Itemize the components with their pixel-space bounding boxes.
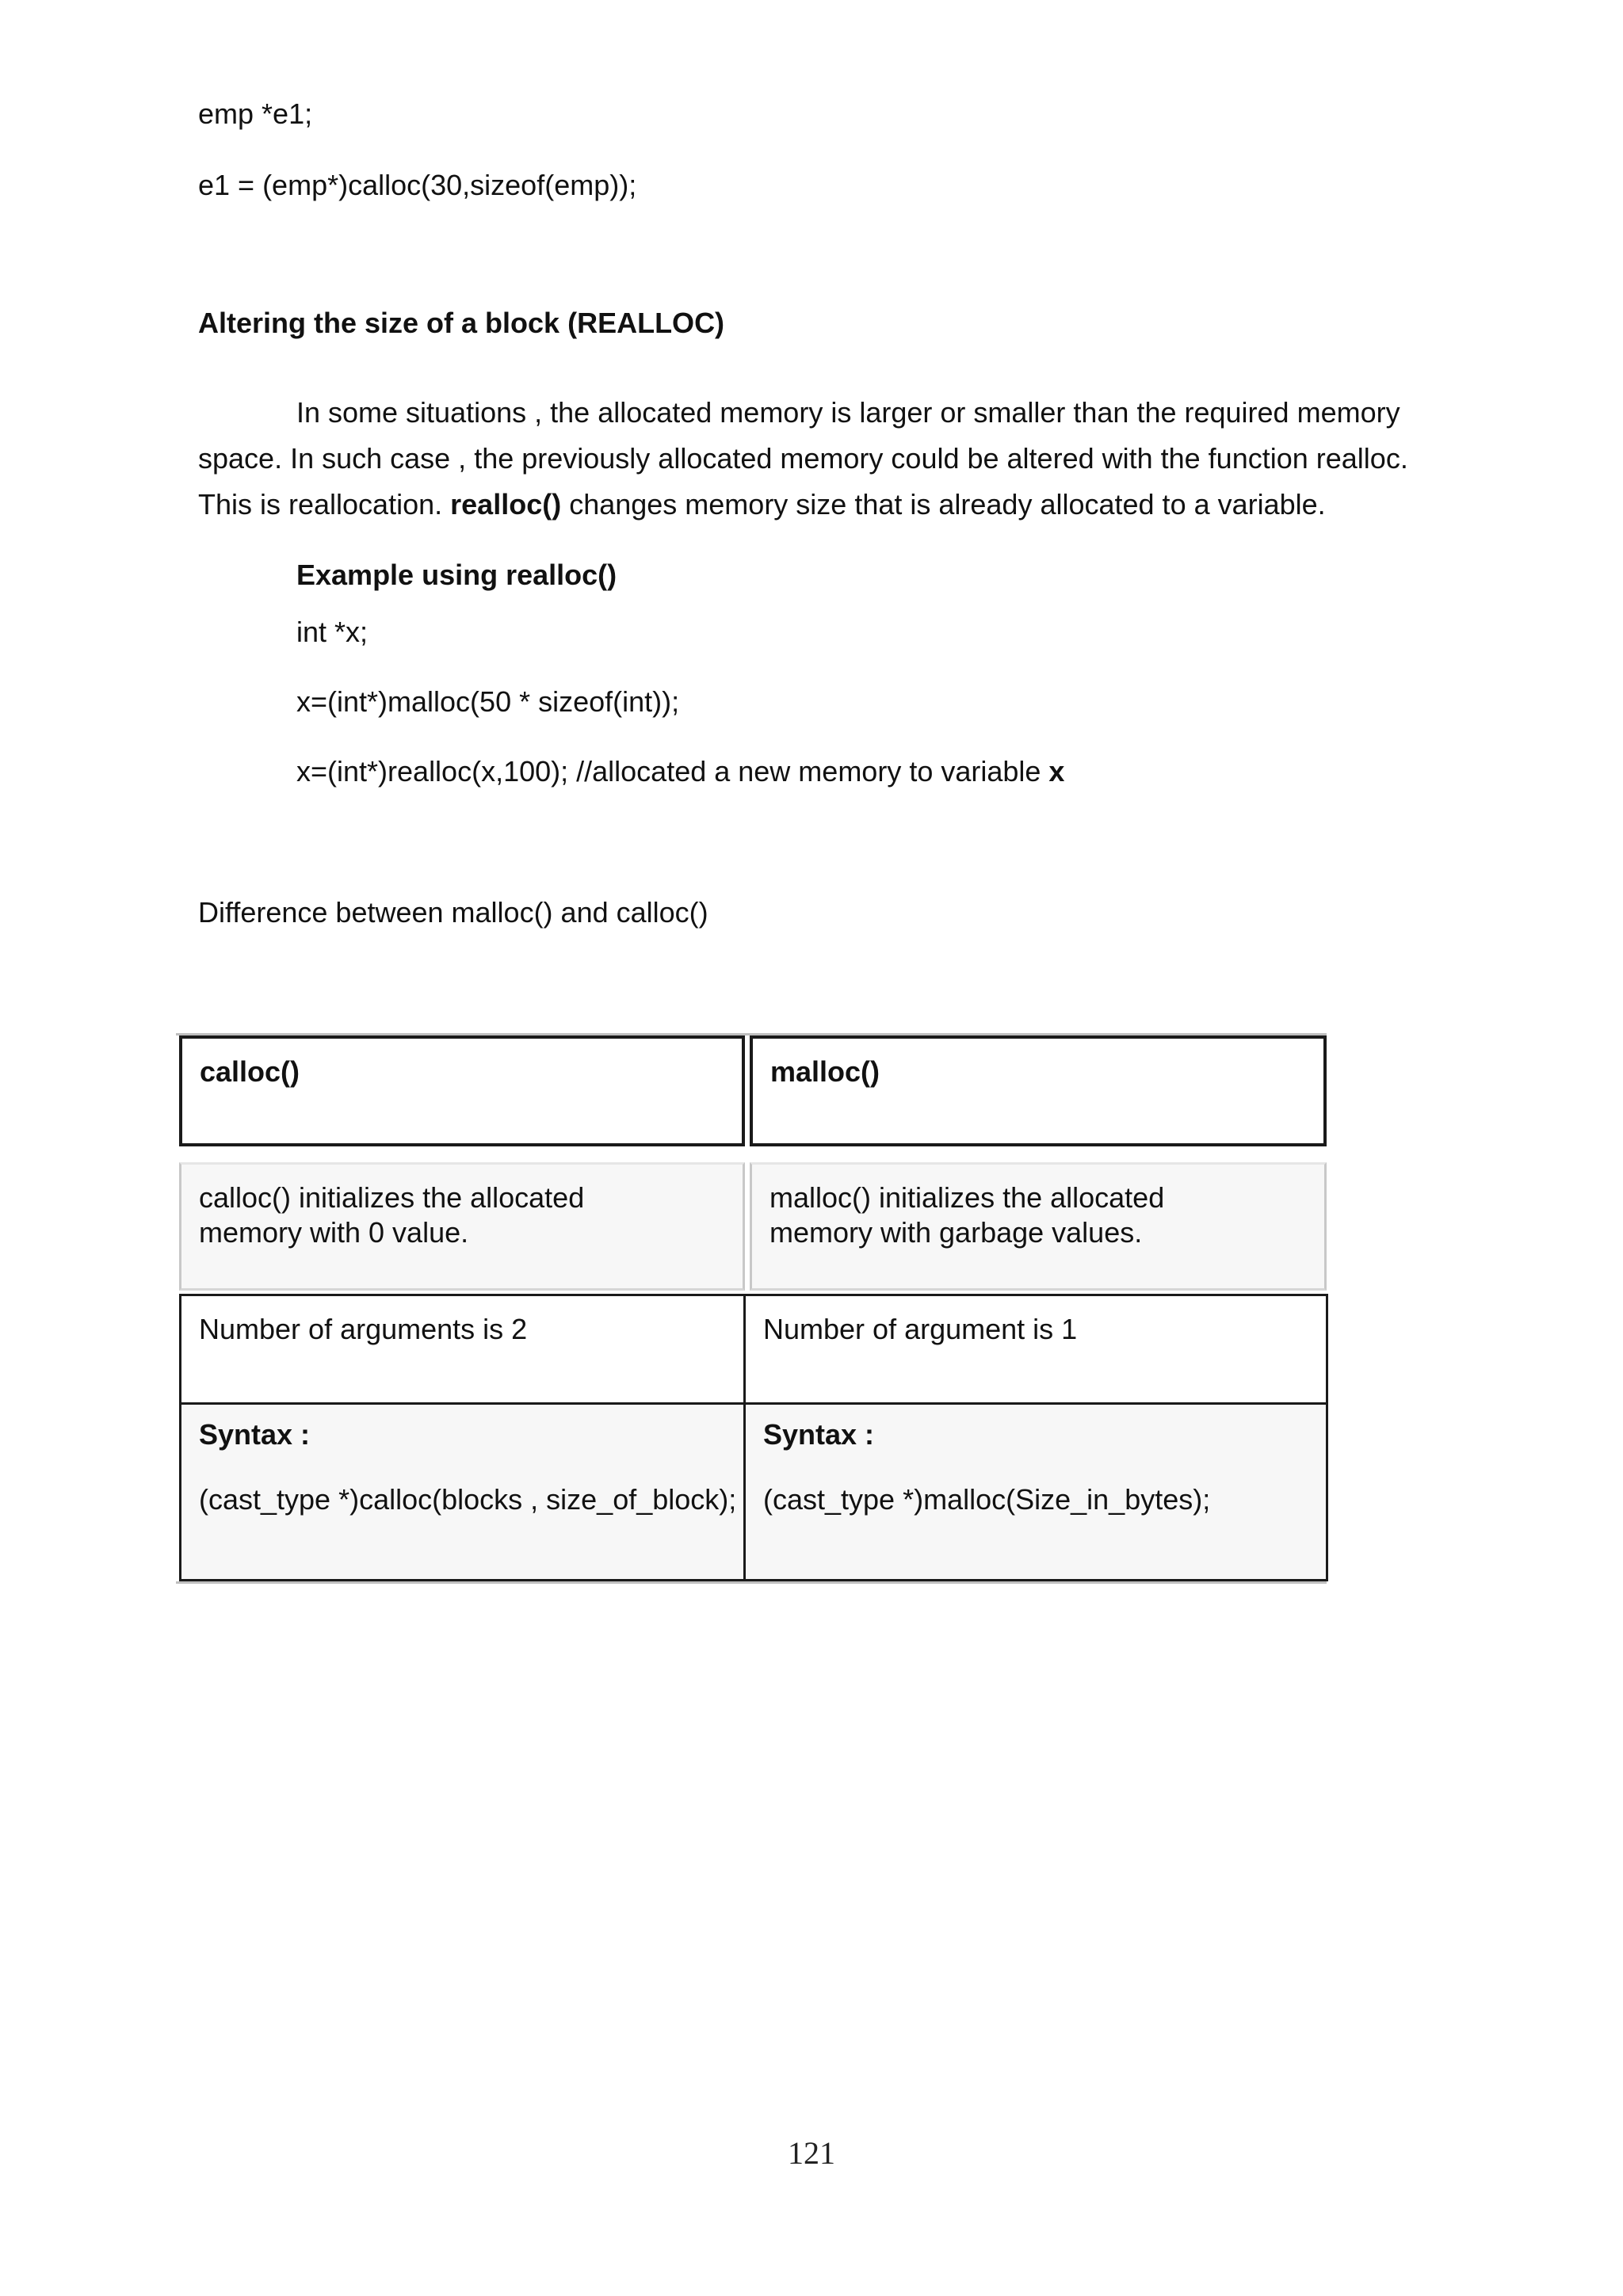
cell-text-line: memory with 0 value.: [199, 1216, 469, 1249]
table-cell-malloc-syntax: [746, 1405, 1326, 1579]
table-cell-malloc-init: [750, 1162, 1327, 1291]
cell-text-line: calloc() initializes the allocated: [199, 1181, 585, 1214]
code-line-calloc-call: e1 = (emp*)calloc(30,sizeof(emp));: [198, 169, 637, 201]
paragraph-text-part2: changes memory size that is already allocated to a variable.: [561, 488, 1326, 521]
code-line-emp-declaration: emp *e1;: [198, 97, 313, 130]
realloc-paragraph: [198, 390, 1450, 528]
example-code-line-3-text: x=(int*)realloc(x,100); //allocated a new memory to variable: [296, 755, 1049, 788]
syntax-code: (cast_type *)calloc(blocks , size_of_block);: [199, 1483, 737, 1516]
table-header-row: [176, 1035, 1327, 1146]
table-row: [181, 1402, 1326, 1579]
table-row: [181, 1296, 1326, 1402]
cell-text-line: memory with garbage values.: [769, 1216, 1143, 1249]
table-row: [176, 1162, 1327, 1291]
table-cell-malloc-args: Number of argument is 1: [746, 1296, 1326, 1402]
syntax-code: (cast_type *)malloc(Size_in_bytes);: [763, 1483, 1211, 1516]
difference-title: Difference between malloc() and calloc(): [198, 896, 708, 929]
page-number: 121: [788, 2135, 835, 2171]
paragraph-bold-term: realloc(): [450, 488, 562, 521]
table-cell-calloc-init: [179, 1162, 745, 1291]
example-code-line-3-var: x: [1048, 755, 1065, 788]
example-code-line-2: x=(int*)malloc(50 * sizeof(int));: [296, 685, 680, 718]
cell-text-line: malloc() initializes the allocated: [769, 1181, 1165, 1214]
table-cell-calloc-args: Number of arguments is 2: [181, 1296, 746, 1402]
example-code-line-3: [296, 754, 1064, 789]
syntax-label: Syntax :: [763, 1418, 875, 1451]
syntax-label: Syntax :: [199, 1418, 311, 1451]
section-heading: Altering the size of a block (REALLOC): [198, 307, 725, 339]
header-cell-calloc: calloc(): [179, 1035, 745, 1146]
example-heading: Example using realloc(): [296, 559, 617, 591]
example-code-line-1: int *x;: [296, 616, 369, 648]
comparison-table: [176, 1033, 1327, 1584]
table-cell-calloc-syntax: [181, 1405, 746, 1579]
header-cell-malloc: malloc(): [750, 1035, 1327, 1146]
table-row-group: [179, 1294, 1328, 1581]
paragraph-text-part1: In some situations , the allocated memory is larger or smaller than the required memory space. In such case , the previously allocated memory could be altered with the function realloc. This is reallocation.: [198, 396, 1408, 521]
